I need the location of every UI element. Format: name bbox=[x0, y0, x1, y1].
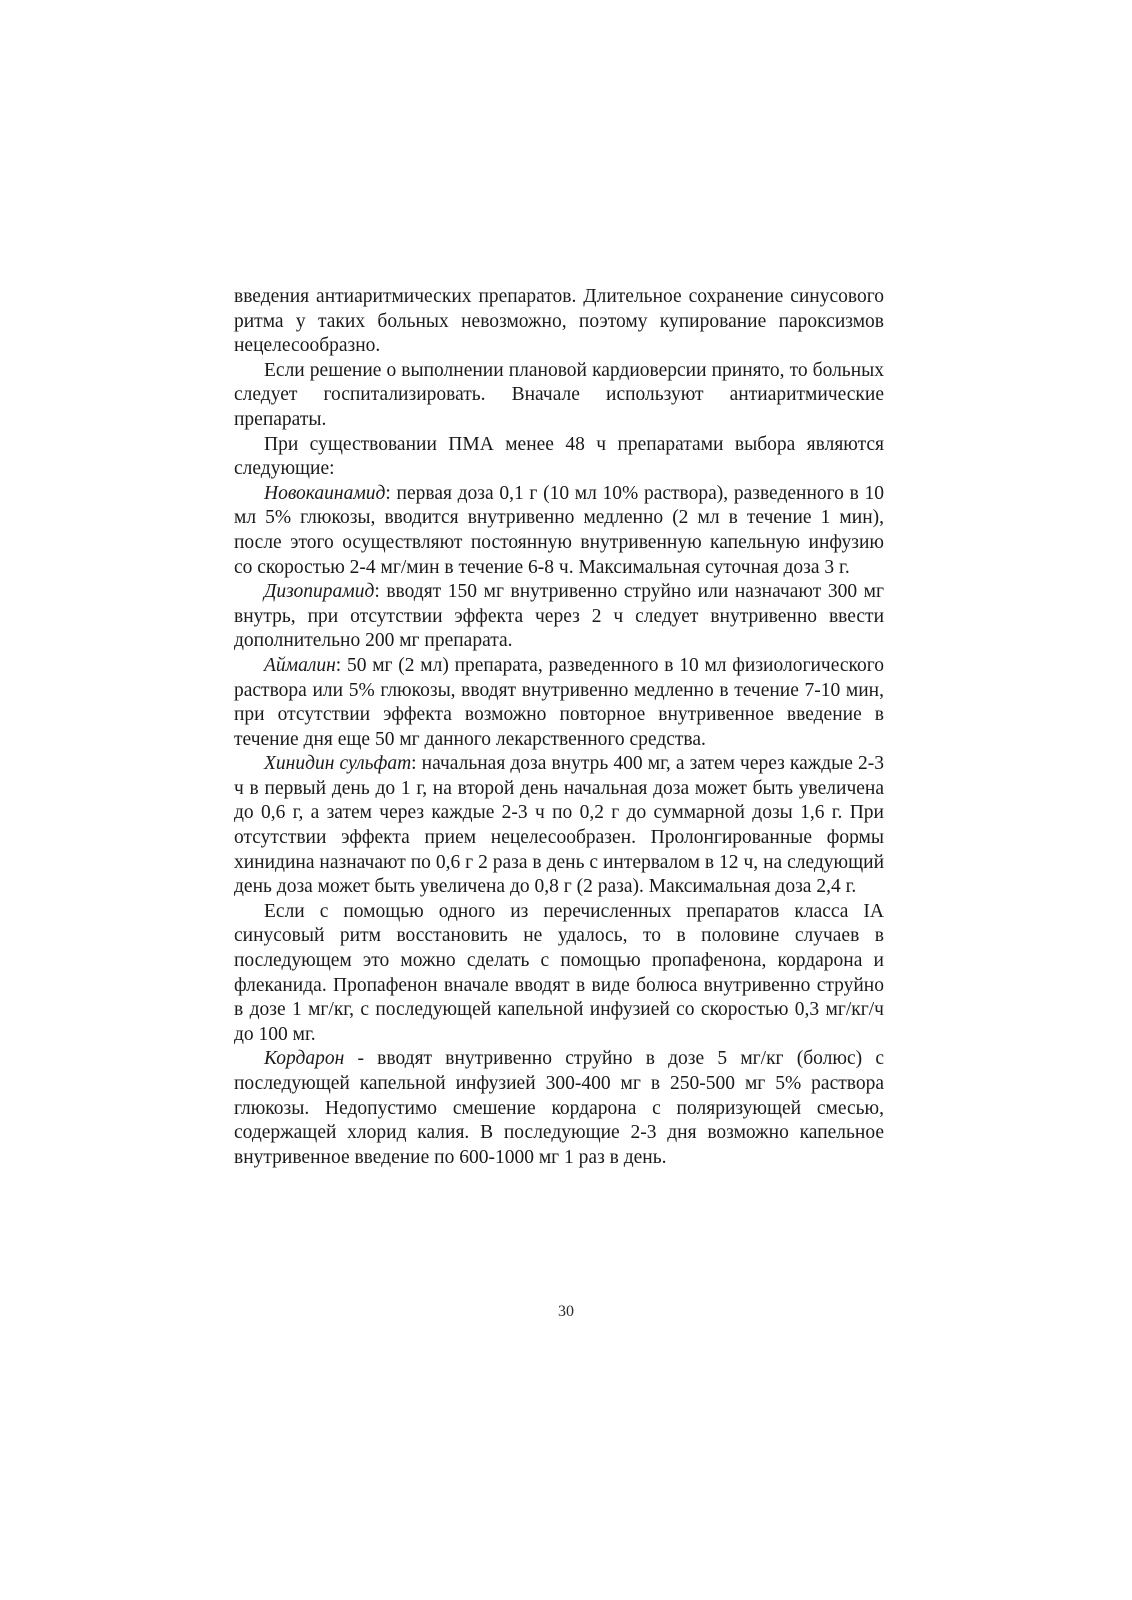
paragraph-text: : вводят 150 мг внутривенно струйно или назначают 300 мг внутрь, при отсутствии эффекта через 2 ч следует внутривенно ввести дополнительно 200 мг препарата. bbox=[234, 581, 884, 652]
drug-name: Дизопирамид bbox=[264, 581, 375, 603]
paragraph-text: Если решение о выполнении плановой кардиоверсии принято, то больных следует госпитализировать. Вначале используют антиаритмические препараты. bbox=[234, 359, 884, 430]
drug-paragraph-novocainamide bbox=[234, 482, 884, 580]
paragraph-text: : первая доза 0,1 г (10 мл 10% раствора), разведенного в 10 мл 5% глюкозы, вводится внутривенно медленно (2 мл в течение 1 мин), после этого осуществляют постоянную внутривенную капельную инфузию со скоростью 2-4 мг/мин в течение 6-8 ч. Максимальная суточная доза 3 г. bbox=[234, 482, 884, 578]
paragraph-text: При существовании ПМА менее 48 ч препаратами выбора являются следующие: bbox=[234, 433, 884, 480]
drug-paragraph-quinidine bbox=[234, 752, 884, 900]
paragraph bbox=[234, 285, 884, 359]
paragraph bbox=[234, 433, 884, 482]
drug-name: Кордарон bbox=[264, 1048, 345, 1070]
drug-name: Хинидин сульфат bbox=[264, 753, 412, 775]
paragraph-text: введения антиаритмических препаратов. Длительное сохранение синусового ритма у таких больных невозможно, поэтому купирование пароксизмов нецелесообразно. bbox=[234, 286, 884, 357]
page-number: 30 bbox=[558, 1303, 574, 1320]
drug-paragraph-ajmaline bbox=[234, 654, 884, 752]
paragraph bbox=[234, 359, 884, 433]
paragraph bbox=[234, 900, 884, 1048]
paragraph-text: : 50 мг (2 мл) препарата, разведенного в 10 мл физиологического раствора или 5% глюкозы, вводят внутривенно медленно в течение 7-10 мин, при отсутствии эффекта возможно повторное внутривенное введение в течение дня еще 50 мг данного лекарственного средства. bbox=[234, 654, 884, 750]
drug-name: Аймалин bbox=[264, 654, 336, 676]
paragraph-text: - вводят внутривенно струйно в дозе 5 мг/кг (болюс) с последующей капельной инфузией 300-400 мг в 250-500 мг 5% раствора глюкозы. Недопустимо смешение кордарона с поляризующей смесью, содержащей хлорид калия. В последующие 2-3 дня возможно капельное внутривенное введение по 600-1000 мг 1 раз в день. bbox=[234, 1048, 884, 1168]
paragraph-text: Если с помощью одного из перечисленных препаратов класса IA синусовый ритм восстановить не удалось, то в половине случаев в последующем это можно сделать с помощью пропафенона, кордарона и флеканида. Пропафенон вначале вводят в виде болюса внутривенно струйно в дозе 1 мг/кг, с последующей капельной инфузией со скоростью 0,3 мг/кг/ч до 100 мг. bbox=[234, 900, 884, 1045]
drug-paragraph-disopyramide bbox=[234, 580, 884, 654]
drug-name: Новокаинамид bbox=[264, 482, 386, 504]
paragraph-text: : начальная доза внутрь 400 мг, а затем через каждые 2-3 ч в первый день до 1 г, на второй день начальная доза может быть увеличена до 0,6 г, а затем через каждые 2-3 ч по 0,2 г до суммарной дозы 1,6 г. При отсутствии эффекта прием нецелесообразен. Пролонгированные формы хинидина назначают по 0,6 г 2 раза в день с интервалом в 12 ч, на следующий день доза может быть увеличена до 0,8 г (2 раза). Максимальная доза 2,4 г. bbox=[234, 753, 884, 898]
drug-paragraph-cordarone bbox=[234, 1047, 884, 1170]
body-text bbox=[234, 285, 884, 1170]
